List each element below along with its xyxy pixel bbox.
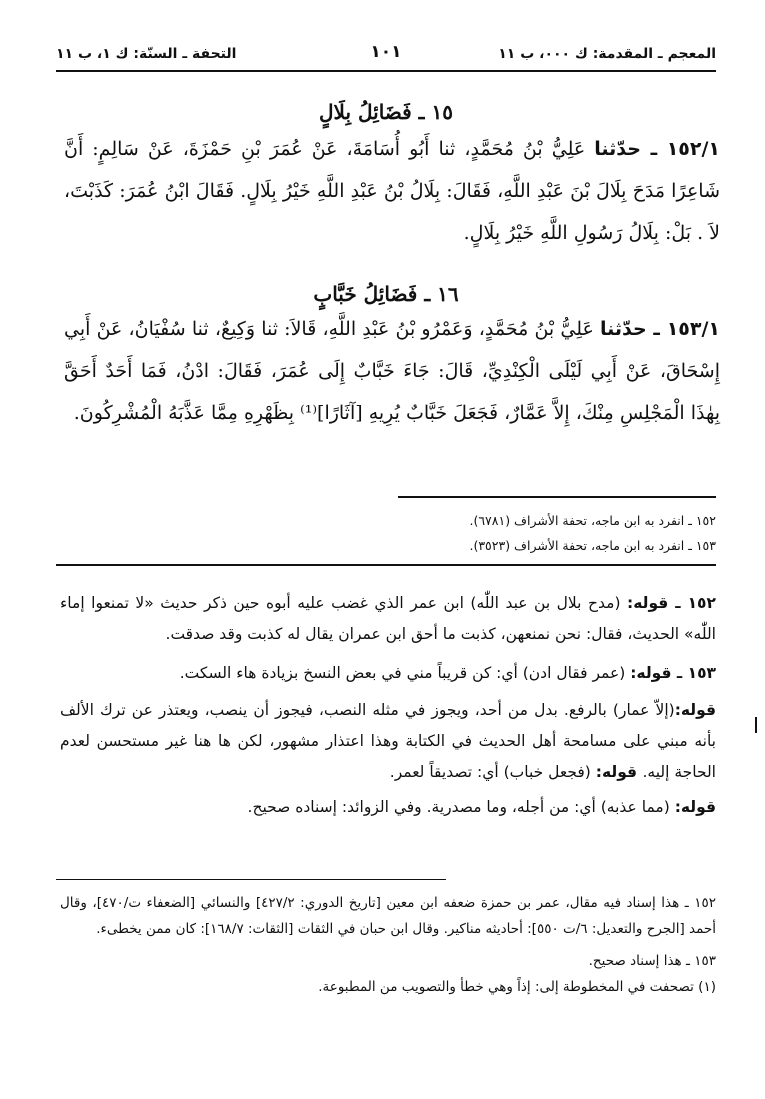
commentary-khabbab-text: (فجعل خباب) أي: تصديقاً لعمر.	[389, 763, 596, 781]
footnote-152: ١٥٢ ـ هذا إسناد فيه مقال، عمر بن حمزة ضعفه ابن معين [تاريخ الدوري: ٤٢٧/٢] والنسائي [الضعفاء ت/٤٧٠]، وقال أحمد [الجرح والتعديل: ٦/ت ٥٥٠]: أحاديثه مناكير. وقال ابن حبان في الثقات [الثقات: ١٦٨/٧]: كان ممن يخطىء.	[60, 895, 716, 937]
hadith-153-text: عَلِيُّ بْنُ مُحَمَّدٍ، وَعَمْرُو بْنُ عَبْدِ اللَّهِ، قَالاَ: ثنا وَكِيعٌ، ثنا سُفْيَانُ، عَنْ أَبِي إِسْحَاقَ، عَنْ أَبِي لَيْلَى الْكِنْدِيِّ، قَالَ: جَاءَ خَبَّابٌ إِلَى عُمَرَ، فَقَالَ: ادْنُ، فَمَا أَحَدٌ أَحَقَّ بِهٰذَا الْمَجْلِسِ مِنْكَ، إِلاَّ عَمَّارٌ، فَجَعَلَ خَبَّابٌ يُرِيهِ [آثَارًا]⁽¹⁾ بِظَهْرِهِ مِمَّا عَذَّبَهُ الْمُشْرِكُونَ.	[64, 318, 720, 424]
commentary-adhab	[60, 792, 716, 823]
reference-153: ١٥٣ ـ انفرد به ابن ماجه، تحفة الأشراف (٣٥٢٣).	[469, 538, 716, 553]
hadith-153-lead: ١٥٣/١ ـ حدّثنا	[600, 318, 721, 340]
commentary-khabbab-label: قوله:	[595, 763, 643, 781]
footnote-153: ١٥٣ ـ هذا إسناد صحيح.	[588, 953, 716, 969]
commentary	[60, 588, 716, 823]
commentary-153-label: ١٥٣ ـ قوله:	[630, 664, 716, 682]
margin-mark	[755, 717, 757, 733]
footnotes	[60, 890, 716, 1000]
hadith-152-lead: ١٥٢/١ ـ حدّثنا	[594, 138, 721, 160]
section-16-title: ١٦ ـ فَضَائِلُ خَبَّابٍ	[313, 282, 459, 306]
section-15-title: ١٥ ـ فَضَائِلُ بِلَالٍ	[319, 100, 453, 124]
commentary-ammar-label: قوله:	[674, 701, 716, 719]
commentary-ammar-text: (إلاّ عمار) بالرفع. بدل من أحد، ويجوز في مثله النصب، فيجوز أن ينصب، ويعتذر عن ترك الألف بأنه مبني على مسامحة أهل الحديث في الكتابة وهذا اعتذار مشهور، لكن ها هنا غير مستحسن لعدم الحاجة إليه.	[60, 701, 716, 781]
commentary-152-text: (مدح بلال بن عبد اللّٰه) ابن عمر الذي غضب عليه أبوه حين ذكر حديث «لا تمنعوا إماء اللّٰه» الحديث، فقال: نحن نمنعهن، كذبت ما أحق ابن عمران يقال له كذبت وقد صدقت.	[60, 594, 716, 643]
footnotes-rule	[56, 879, 446, 880]
header-rule	[56, 70, 716, 72]
running-header	[56, 42, 716, 68]
references	[60, 508, 716, 558]
commentary-adhab-text: (مما عذبه) أي: من أجله، وما مصدرية. وفي الزوائد: إسناده صحيح.	[247, 798, 675, 816]
hadith-152-text: عَلِيُّ بْنُ مُحَمَّدٍ، ثنا أَبُو أُسَامَةَ، عَنْ عُمَرَ بْنِ حَمْزَةَ، عَنْ سَالِمٍ: أَنَّ شَاعِرًا مَدَحَ بِلَالَ بْنَ عَبْدِ اللَّهِ، فَقَالَ: بِلَالُ بْنُ عَبْدِ اللَّهِ خَيْرُ بِلَالٍ. فَقَالَ ابْنُ عُمَرَ: كَذَبْتَ، لاَ . بَلْ: بِلَالُ رَسُولِ اللَّهِ خَيْرُ بِلَالٍ.	[64, 138, 720, 244]
hadith-153	[64, 308, 720, 434]
page-number: ١٠١	[370, 42, 402, 62]
footnote-1: (١) تصحفت في المخطوطة إلى: إذاً وهي خطأ والتصويب من المطبوعة.	[318, 979, 716, 995]
commentary-adhab-label: قوله:	[674, 798, 716, 816]
commentary-153	[60, 658, 716, 689]
commentary-152-label: ١٥٢ ـ قوله:	[627, 594, 716, 612]
commentary-ammar	[60, 695, 716, 788]
reference-152: ١٥٢ ـ انفرد به ابن ماجه، تحفة الأشراف (٦٧٨١).	[469, 513, 716, 528]
commentary-152	[60, 588, 716, 650]
commentary-153-text: (عمر فقال ادن) أي: كن قريباً مني في بعض النسخ بزيادة هاء السكت.	[179, 664, 631, 682]
references-rule	[398, 496, 716, 498]
hadith-152	[64, 128, 720, 254]
header-right-reference: المعجم ـ المقدمة: ك ٠٠٠، ب ١١	[498, 46, 716, 62]
header-left-reference: التحفة ـ السنّة: ك ١، ب ١١	[56, 46, 237, 62]
commentary-rule	[56, 564, 716, 566]
